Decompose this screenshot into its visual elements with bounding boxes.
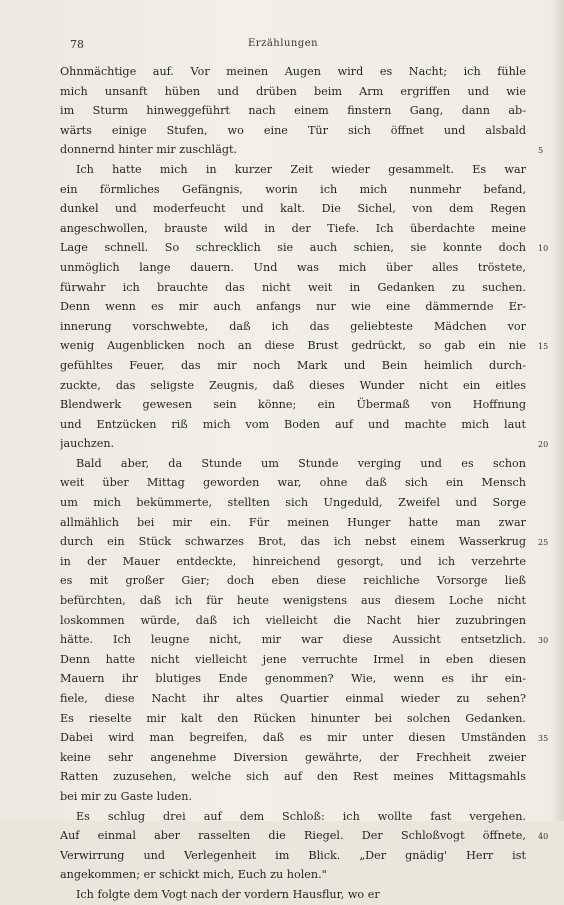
margin-line-number: 20 bbox=[538, 440, 549, 450]
text-line: Ohnmächtige auf. Vor meinen Augen wird es Nacht; ich fühle bbox=[60, 65, 526, 78]
text-line: hätte. Ich leugne nicht, mir war diese Aussicht entsetzlich. bbox=[60, 633, 526, 647]
margin-line-number: 40 bbox=[538, 832, 549, 842]
text-line: Es schlug drei auf dem Schloß: ich wollte fast vergehen. bbox=[76, 809, 526, 823]
text-line: innerung vorschwebte, daß ich das geliebteste Mädchen vor bbox=[60, 319, 526, 333]
text-line: unmöglich lange dauern. Und was mich über alles tröstete, bbox=[60, 260, 526, 274]
text-line: fiele, diese Nacht ihr altes Quartier einmal wieder zu sehen? bbox=[60, 692, 526, 705]
margin-line-number: 15 bbox=[538, 342, 549, 352]
text-line: Ratten zuzusehen, welche sich auf den Rest meines Mittagsmahls bbox=[60, 770, 526, 784]
page-gutter-shadow bbox=[550, 0, 564, 821]
margin-line-number: 30 bbox=[538, 636, 549, 646]
text-line: wenig Augenblicken noch an diese Brust gedrückt, so gab ein nie bbox=[60, 339, 526, 353]
text-line: Auf einmal aber rasselten die Riegel. Der Schloßvogt öffnete, bbox=[60, 829, 526, 843]
text-line: Blendwerk gewesen sein könne; ein Übermaß von Hoffnung bbox=[60, 398, 526, 412]
text-line: dunkel und moderfeucht und kalt. Die Sichel, von dem Regen bbox=[60, 202, 526, 216]
text-line: durch ein Stück schwarzes Brot, das ich nebst einem Wasserkrug bbox=[60, 535, 526, 549]
text-line: Ich hatte mich in kurzer Zeit wieder gesammelt. Es war bbox=[76, 162, 526, 176]
margin-line-number: 25 bbox=[538, 538, 549, 548]
text-line: ein förmliches Gefängnis, worin ich mich nunmehr befand, bbox=[60, 182, 526, 196]
margin-line-number: 35 bbox=[538, 734, 549, 744]
text-line: keine sehr angenehme Diversion gewährte, der Frechheit zweier bbox=[60, 750, 526, 764]
text-line: Denn wenn es mir auch anfangs nur wie eine dämmernde Er- bbox=[60, 300, 526, 314]
text-line: gefühltes Feuer, das mir noch Mark und Bein heimlich durch- bbox=[60, 358, 526, 372]
text-line: allmählich bei mir ein. Für meinen Hunger hatte man zwar bbox=[60, 515, 526, 529]
text-line: Bald aber, da Stunde um Stunde verging und es schon bbox=[76, 456, 526, 470]
text-line: in der Mauer entdeckte, hinreichend gesorgt, und ich verzehrte bbox=[60, 554, 526, 568]
text-line: angeschwollen, brauste wild in der Tiefe. Ich überdachte meine bbox=[60, 221, 526, 235]
text-line: fürwahr ich brauchte das nicht weit in Gedanken zu suchen. bbox=[60, 280, 526, 294]
text-line: um mich bekümmerte, stellten sich Ungeduld, Zweifel und Sorge bbox=[60, 496, 526, 510]
text-line: mich unsanft hüben und drüben beim Arm ergriffen und wie bbox=[60, 84, 526, 98]
text-line: Es rieselte mir kalt den Rücken hinunter bei solchen Gedanken. bbox=[60, 711, 526, 725]
text-line: Mauern ihr blutiges Ende genommen? Wie, wenn es ihr ein- bbox=[60, 672, 526, 686]
text-line: jauchzen. bbox=[60, 437, 115, 451]
text-line: befürchten, daß ich für heute wenigstens aus diesem Loche nicht bbox=[60, 594, 526, 608]
text-line: Verwirrung und Verlegenheit im Blick. „Der gnädig' Herr ist bbox=[60, 848, 526, 862]
body-text bbox=[60, 62, 526, 905]
text-line: Denn hatte nicht vielleicht jene verruchte Irmel in eben diesen bbox=[60, 652, 526, 666]
text-line: angekommen; er schickt mich, Euch zu holen." bbox=[60, 868, 327, 882]
margin-line-number: 5 bbox=[538, 146, 544, 156]
text-line: zuckte, das seligste Zeugnis, daß dieses Wunder nicht ein eitles bbox=[60, 378, 526, 392]
margin-line-number: 10 bbox=[538, 244, 549, 254]
running-head: Erzählungen bbox=[248, 38, 319, 49]
page-number: 78 bbox=[70, 38, 84, 51]
text-line: und Entzücken riß mich vom Boden auf und machte mich laut bbox=[60, 417, 526, 431]
text-line: es mit großer Gier; doch eben diese reichliche Vorsorge ließ bbox=[60, 574, 526, 588]
text-line: Dabei wird man begreifen, daß es mir unter diesen Umständen bbox=[60, 731, 526, 745]
text-line: donnernd hinter mir zuschlägt. bbox=[60, 143, 238, 157]
text-line: bei mir zu Gaste luden. bbox=[60, 789, 193, 803]
text-line: wärts einige Stufen, wo eine Tür sich öffnet und alsbald bbox=[60, 123, 526, 137]
text-line: Lage schnell. So schrecklich sie auch schien, sie konnte doch bbox=[60, 241, 526, 255]
text-line: Ich folgte dem Vogt nach der vordern Hausflur, wo er bbox=[76, 887, 380, 901]
text-line: im Sturm hinweggeführt nach einem finstern Gang, dann ab- bbox=[60, 104, 526, 118]
text-line: weit über Mittag geworden war, ohne daß sich ein Mensch bbox=[60, 476, 526, 490]
text-line: loskommen würde, daß ich vielleicht die Nacht hier zuzubringen bbox=[60, 613, 526, 627]
